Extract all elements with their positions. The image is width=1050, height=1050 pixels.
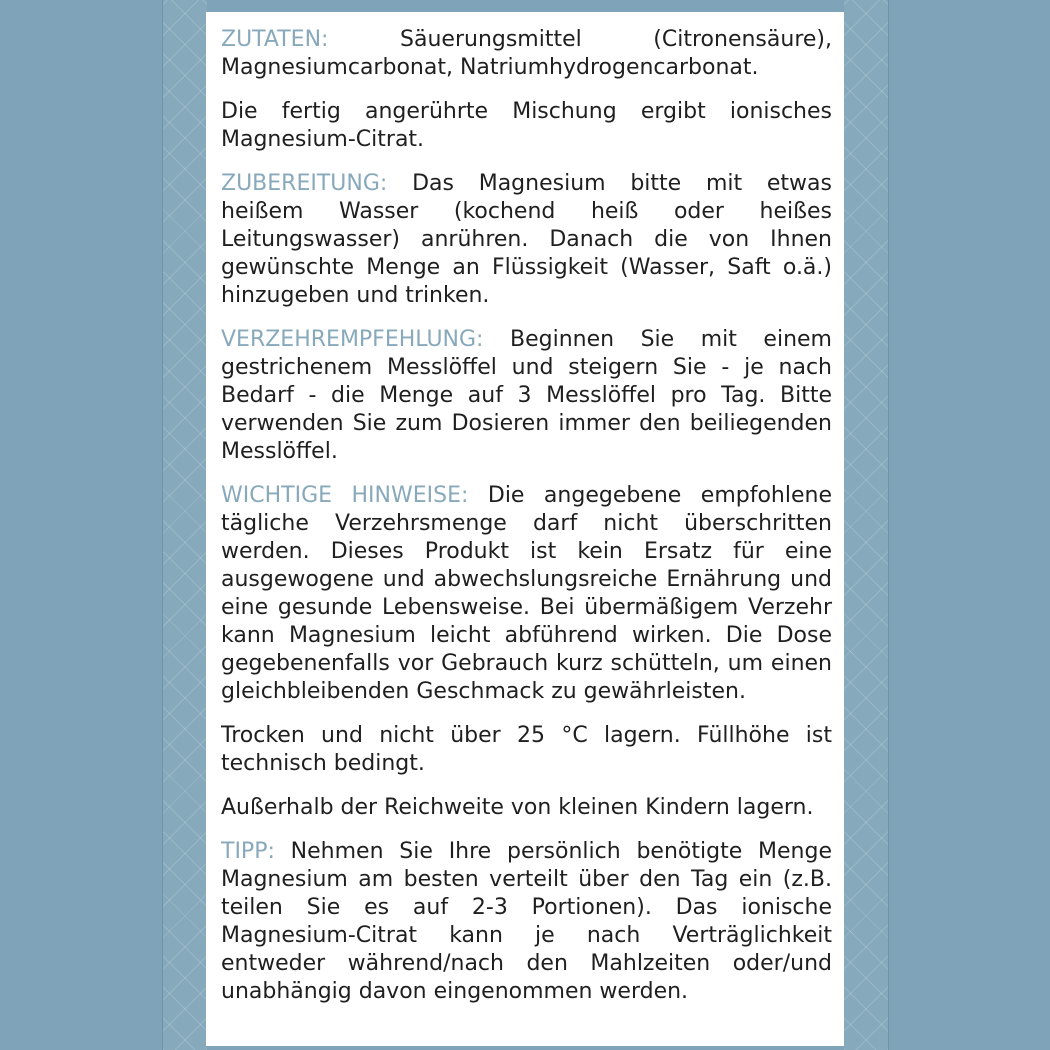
children-warning-text: Außerhalb der Reichweite von kleinen Kindern lagern.	[221, 795, 814, 820]
mixture-info-paragraph	[221, 98, 832, 154]
decorative-pattern-left	[162, 0, 207, 1050]
storage-text: Trocken und nicht über 25 °C lagern. Füllhöhe ist technisch bedingt.	[221, 723, 832, 776]
decorative-pattern-right	[844, 0, 889, 1050]
tip-paragraph	[221, 838, 832, 1006]
mixture-info-text: Die fertig angerührte Mischung ergibt ionisches Magnesium-Citrat.	[221, 99, 832, 152]
ingredients-text: Säuerungsmittel (Citronensäure), Magnesiumcarbonat, Natriumhydrogencarbonat.	[221, 27, 832, 80]
ingredients-paragraph	[221, 26, 832, 82]
warnings-text: Die angegebene empfohlene tägliche Verzehrsmenge darf nicht überschritten werden. Dieses Produkt ist kein Ersatz für eine ausgewogene und abwechslungsreiche Ernährung und eine gesunde Lebensweise. Bei übermäßigem Verzehr kann Magnesium leicht abführend wirken. Die Dose gegebenenfalls vor Gebrauch kurz schütteln, um einen gleichbleibenden Geschmack zu gewährleisten.	[221, 483, 832, 704]
tip-heading: TIPP:	[221, 839, 275, 864]
children-warning-paragraph	[221, 794, 832, 822]
recommendation-text: Beginnen Sie mit einem gestrichenem Messlöffel und steigern Sie - je nach Bedarf - die Menge auf 3 Messlöffel pro Tag. Bitte verwenden Sie zum Dosieren immer den beiliegenden Messlöffel.	[221, 327, 832, 464]
label-text-panel	[206, 12, 844, 1046]
recommendation-paragraph	[221, 326, 832, 466]
warnings-heading: WICHTIGE HINWEISE:	[221, 483, 469, 508]
preparation-heading: ZUBEREITUNG:	[221, 171, 388, 196]
warnings-paragraph	[221, 482, 832, 706]
preparation-paragraph	[221, 170, 832, 310]
storage-paragraph	[221, 722, 832, 778]
tip-text: Nehmen Sie Ihre persönlich benötigte Menge Magnesium am besten verteilt über den Tag ein (z.B. teilen Sie es auf 2-3 Portionen). Das ionische Magnesium-Citrat kann je nach Verträglichkeit entweder während/nach den Mahlzeiten oder/und unabhängig davon eingenommen werden.	[221, 839, 832, 1004]
ingredients-heading: ZUTATEN:	[221, 27, 329, 52]
recommendation-heading: VERZEHREMPFEHLUNG:	[221, 327, 484, 352]
preparation-text: Das Magnesium bitte mit etwas heißem Wasser (kochend heiß oder heißes Leitungswasser) anrühren. Danach die von Ihnen gewünschte Menge an Flüssigkeit (Wasser, Saft o.ä.) hinzugeben und trinken.	[221, 171, 832, 308]
